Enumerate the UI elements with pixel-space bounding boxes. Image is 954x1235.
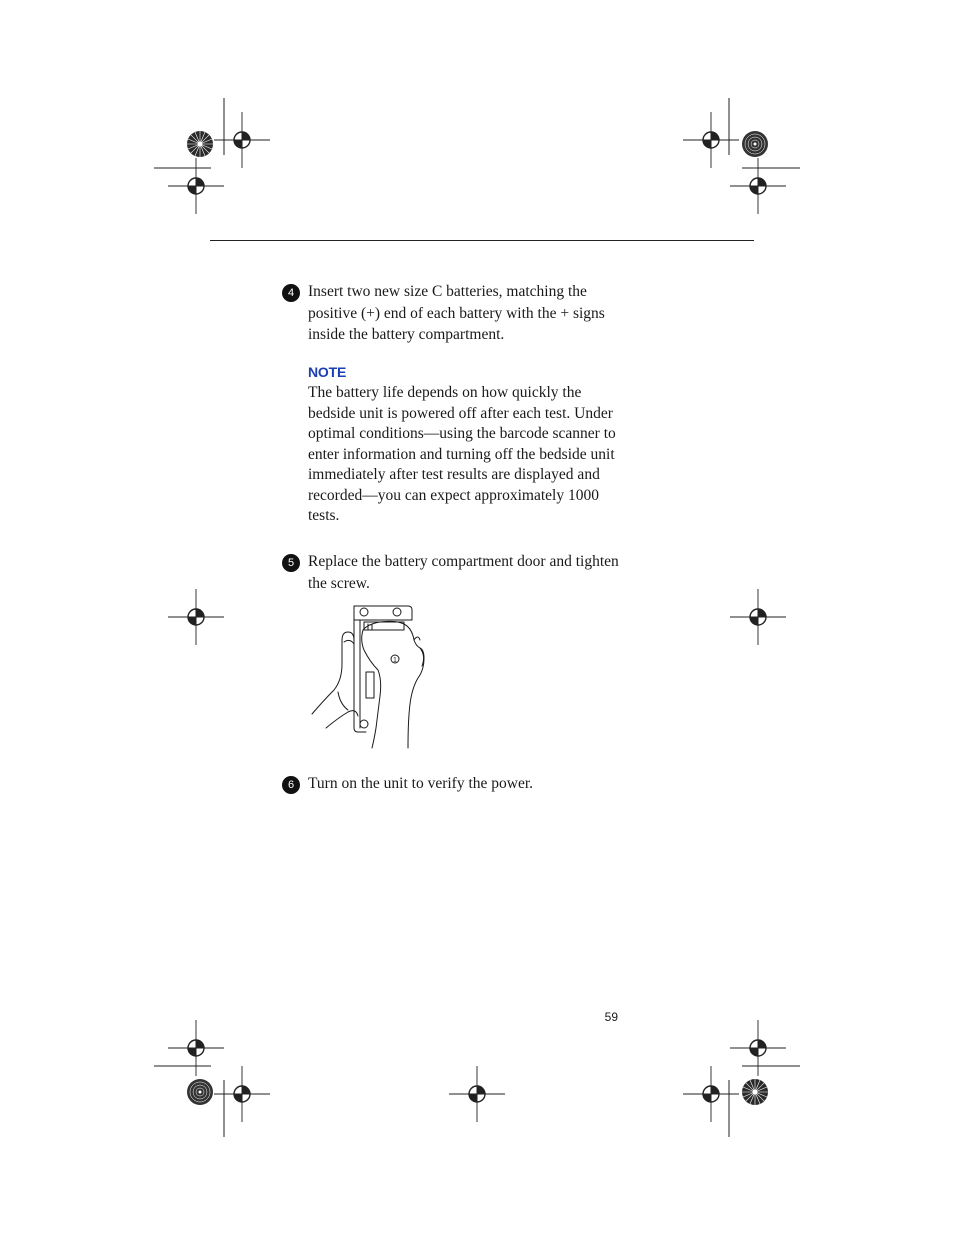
note-heading: NOTE [308,364,347,380]
step-text: Insert two new size C batteries, matching the positive (+) end of each battery with the + signs inside the battery compartment. [308,283,605,343]
step-number-badge: 4 [282,284,300,302]
screw-label: 1 [393,657,397,664]
note-body: The battery life depends on how quickly the bedside unit is powered off after each test. Under optimal conditions—using the barcode scanner to enter information and turning off the bedside unit immediately after test results are displayed and recorded—you can expect approximately 1000 tests. [308,384,616,524]
page-number: 59 [604,1010,618,1024]
step-5 [282,551,622,594]
note [308,362,628,527]
step-text: Turn on the unit to verify the power. [308,775,534,792]
step-6 [282,773,622,795]
step-text: Replace the battery compartment door and tighten the screw. [308,553,619,592]
step-number-badge: 5 [282,554,300,572]
battery-door-illustration [308,600,438,752]
header-rule [210,240,754,241]
step-number-badge: 6 [282,776,300,794]
step-4 [282,281,622,346]
